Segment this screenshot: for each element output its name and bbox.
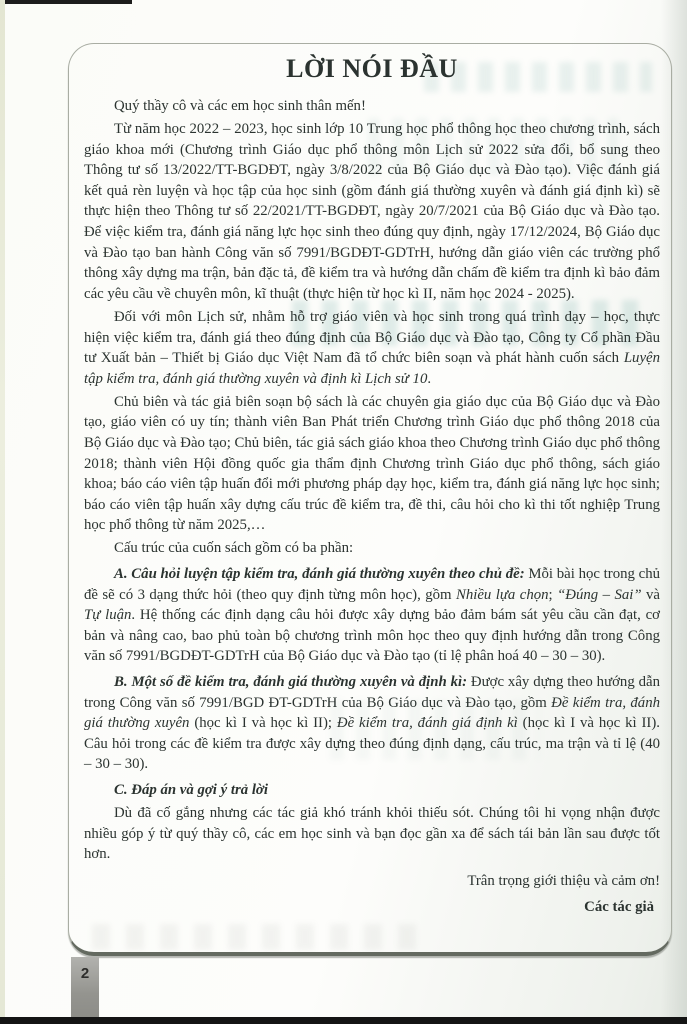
section-a-essay: Tự luận bbox=[84, 607, 132, 624]
section-a-true-false: “Đúng – Sai” bbox=[557, 586, 642, 603]
scan-edge-left bbox=[0, 0, 5, 1024]
section-a-paragraph bbox=[84, 564, 660, 667]
section-b-text-2: (học kì I và học kì II). Câu hỏi trong các đề kiểm tra được xây dựng theo đúng định dạng, cấu trúc, ma trận và tỉ lệ (40 – 30 – 30). bbox=[84, 715, 660, 773]
support-paragraph-text: Đối với môn Lịch sử, nhằm hỗ trợ giáo viên và học sinh trong quá trình dạy – học, thực hiện việc kiểm tra, đánh giá theo đúng định của Bộ Giáo dục và Đào tạo, Công ty Cổ phần Đầu tư Xuất bản – Thiết bị Giáo dục Việt Nam đã tổ chức biên soạn và phát hành cuốn sách bbox=[84, 308, 660, 367]
section-a-label: A. Câu hỏi luyện tập kiểm tra, đánh giá thường xuyên theo chủ đề: bbox=[114, 566, 525, 583]
section-b-paragraph bbox=[84, 672, 660, 775]
section-b-text-1: Được xây dựng theo hướng dẫn trong Công văn số 7991/BGD ĐT-GDTrH của Bộ Giáo dục và Đào tạo, gồm bbox=[84, 674, 660, 711]
section-c-label: C. Đáp án và gợi ý trả lời bbox=[114, 782, 268, 798]
section-a-multiple-choice: Nhiều lựa chọn bbox=[455, 586, 549, 603]
section-b-label: B. Một số đề kiểm tra, đánh giá thường xuyên và định kì: bbox=[114, 674, 468, 691]
section-c-paragraph bbox=[84, 780, 660, 801]
page-title: LỜI NÓI ĐẦU bbox=[286, 54, 458, 83]
section-b-regular-tests: Đề kiểm tra, đánh giá thường xuyên bbox=[84, 694, 660, 732]
authors-paragraph: Chủ biên và tác giả biên soạn bộ sách là các chuyên gia giáo dục của Bộ Giáo dục và Đào tạo, giáo viên có uy tín; thành viên Ban Phát triển Chương trình Giáo dục phổ thông 2018 của Bộ Giáo dục và Đào tạo; Chủ biên, tác giả sách giáo khoa theo Chương trình Giáo dục phổ thông 2018; thành viên Hội đồng quốc gia thẩm định Chương trình Giáo dục phổ thông, sách giáo khoa; báo cáo viên tập huấn đổi mới phương pháp dạy học, kiểm tra, đánh giá năng lực học sinh; báo cáo viên tập huấn xây dựng cấu trúc đề kiểm tra, đề thi, câu hỏi cho kì thi tốt nghiệp Trung học phổ thông từ năm 2025,… bbox=[84, 393, 660, 534]
book-title-italic: Luyện tập kiểm tra, đánh giá thường xuyên và định kì Lịch sử 10 bbox=[84, 350, 660, 387]
scan-edge-top bbox=[0, 0, 132, 4]
foreword-content bbox=[84, 52, 660, 921]
structure-paragraph: Cấu trúc của cuốn sách gồm có ba phần: bbox=[114, 540, 354, 557]
section-a-text-2: . Hệ thống các định dạng câu hỏi được xây dựng bảo đảm bám sát yêu cầu cần đạt, cơ bản và nâng cao, bao phủ toàn bộ chương trình môn học theo quy định hướng dẫn trong Công văn số 7991/BGDĐT-GDTrH của Bộ Giáo dục và Đào tạo (tỉ lệ phân hoá 40 – 30 – 30). bbox=[84, 607, 660, 665]
support-paragraph-period: . bbox=[427, 370, 432, 387]
greeting-line: Quý thầy cô và các em học sinh thân mến! bbox=[114, 98, 366, 114]
section-a-and: và bbox=[641, 586, 660, 603]
section-a-text-1: Mỗi bài học trong chủ đề sẽ có 3 dạng thức hỏi (theo quy định từng môn học), gồm bbox=[84, 566, 661, 603]
page-number: 2 bbox=[80, 965, 90, 982]
scan-edge-bottom bbox=[0, 1017, 687, 1024]
thanks-line: Trân trọng giới thiệu và cảm ơn! bbox=[467, 872, 660, 889]
section-a-sep: ; bbox=[548, 586, 558, 603]
section-b-sep: (học kì I và học kì II); bbox=[189, 715, 337, 732]
closing-paragraph: Dù đã cố gắng nhưng các tác giả khó tránh khỏi thiếu sót. Chúng tôi hi vọng nhận được nhiều góp ý từ quý thầy cô, các em học sinh và bạn đọc gần xa để sách tái bản lần sau được tốt hơn. bbox=[84, 805, 660, 863]
support-paragraph bbox=[84, 307, 660, 389]
page-number-tab bbox=[71, 957, 99, 1024]
intro-paragraph: Từ năm học 2022 – 2023, học sinh lớp 10 Trung học phổ thông học theo chương trình, sách giáo khoa mới (Chương trình Giáo dục phổ thông môn Lịch sử 2022 sửa đổi, bổ sung theo Thông tư số 13/2022/TT-BGDĐT, ngày 3/8/2022 của Bộ Giáo dục và Đào tạo). Việc đánh giá kết quả rèn luyện và học tập của học sinh (gồm đánh giá thường xuyên và đánh giá định kì) sẽ thực hiện theo Thông tư số 22/2021/TT-BGDĐT, ngày 20/7/2021 của Bộ Giáo dục và Đào tạo. Để việc kiểm tra, đánh giá năng lực học sinh theo đúng quy định, ngày 17/12/2024, Bộ Giáo dục và Đào tạo ban hành Công văn số 7991/BGDĐT-GDTrH, hướng dẫn giáo viên các trường phổ thông xây dựng ma trận, bản đặc tả, đề kiểm tra và hướng dẫn chấm đề kiểm tra định kì bảo đảm các yêu cầu về chuyên môn, kĩ thuật (thực hiện từ học kì II, năm học 2024 - 2025). bbox=[84, 121, 660, 302]
section-b-periodic-tests: Đề kiểm tra, đánh giá định kì bbox=[336, 715, 518, 732]
authors-signature: Các tác giả bbox=[584, 899, 654, 916]
